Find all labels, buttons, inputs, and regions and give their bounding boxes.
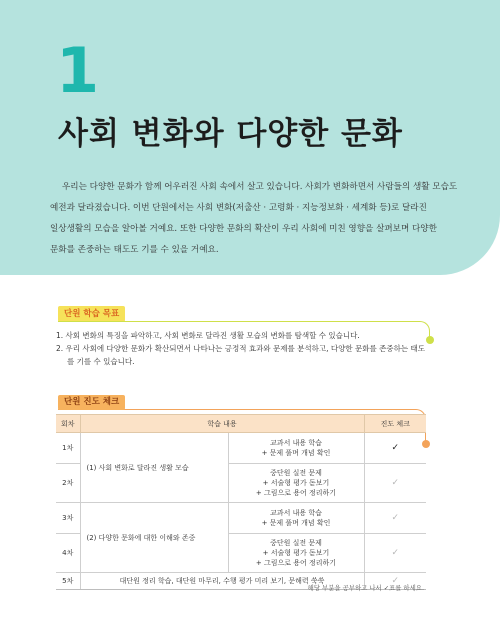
header-content: 학습 내용 [80,415,364,433]
unit-intro: 우리는 다양한 문화가 함께 어우러진 사회 속에서 살고 있습니다. 사회가 변화하면서 사람들의 생활 모습도 예전과 달라졌습니다. 이번 단원에서는 사회 변화(저출산 · 고령화 · 지능정보화 · 세계화 등)로 달라진 일상생활의 모습을 알아볼 거예요. 또한 다양한 문화의 확산이 우리 사회에 미친 영향을 살펴보며 다양한 문화를 존중하는 태도도 기를 수 있을 거예요. [50,182,458,255]
session-cell: 5차 [56,573,80,590]
table-header-row [56,415,426,433]
check-mark[interactable]: ✓ [364,534,426,573]
check-mark[interactable]: ✓ [364,503,426,534]
check-mark[interactable]: ✓ [364,573,426,590]
footnote: 해당 부분을 공부하고 나서 ✓표를 하세요. [307,584,424,592]
goals-divider-dot [426,336,434,344]
unit-number: 1 [56,34,100,107]
header-session: 회차 [56,415,80,433]
activity-cell: 교과서 내용 학습 + 문제 풀며 개념 확인 [228,433,364,464]
activity-cell: 중단원 실전 문제 + 서술형 평가 돋보기 + 그림으로 용어 정리하기 [228,534,364,573]
table-row [56,503,426,534]
check-mark[interactable]: ✓ [364,433,426,464]
session-cell: 2차 [56,464,80,503]
activity-cell: 중단원 실전 문제 + 서술형 평가 돋보기 + 그림으로 용어 정리하기 [228,464,364,503]
topic-cell: (2) 다양한 문화에 대한 이해와 존중 [80,503,228,573]
progress-label: 단원 진도 체크 [58,395,125,410]
session-cell: 4차 [56,534,80,573]
goal-item: 2. 우리 사회에 다양한 문화가 확산되면서 나타나는 긍정적 효과와 문제를 분석하고, 다양한 문화를 존중하는 태도를 기를 수 있습니다. [56,344,425,366]
goal-item: 1. 사회 변화의 특징을 파악하고, 사회 변화로 달라진 생활 모습의 변화를 탐색할 수 있습니다. [56,331,360,340]
session-cell: 1차 [56,433,80,464]
unit-header [0,0,500,275]
header-check: 진도 체크 [364,415,426,433]
goals-label: 단원 학습 목표 [58,306,125,322]
goals-list [56,329,426,368]
topic-cell: (1) 사회 변화로 달라진 생활 모습 [80,433,228,503]
unit-title: 사회 변화와 다양한 문화 [58,116,403,152]
check-mark[interactable]: ✓ [364,464,426,503]
progress-table [56,414,426,590]
activity-cell: 교과서 내용 학습 + 문제 풀며 개념 확인 [228,503,364,534]
table-row [56,433,426,464]
session-cell: 3차 [56,503,80,534]
activity-cell: 대단원 정리 학습, 대단원 마무리, 수행 평가 미리 보기, 문해력 쑥쑥 [80,573,364,590]
